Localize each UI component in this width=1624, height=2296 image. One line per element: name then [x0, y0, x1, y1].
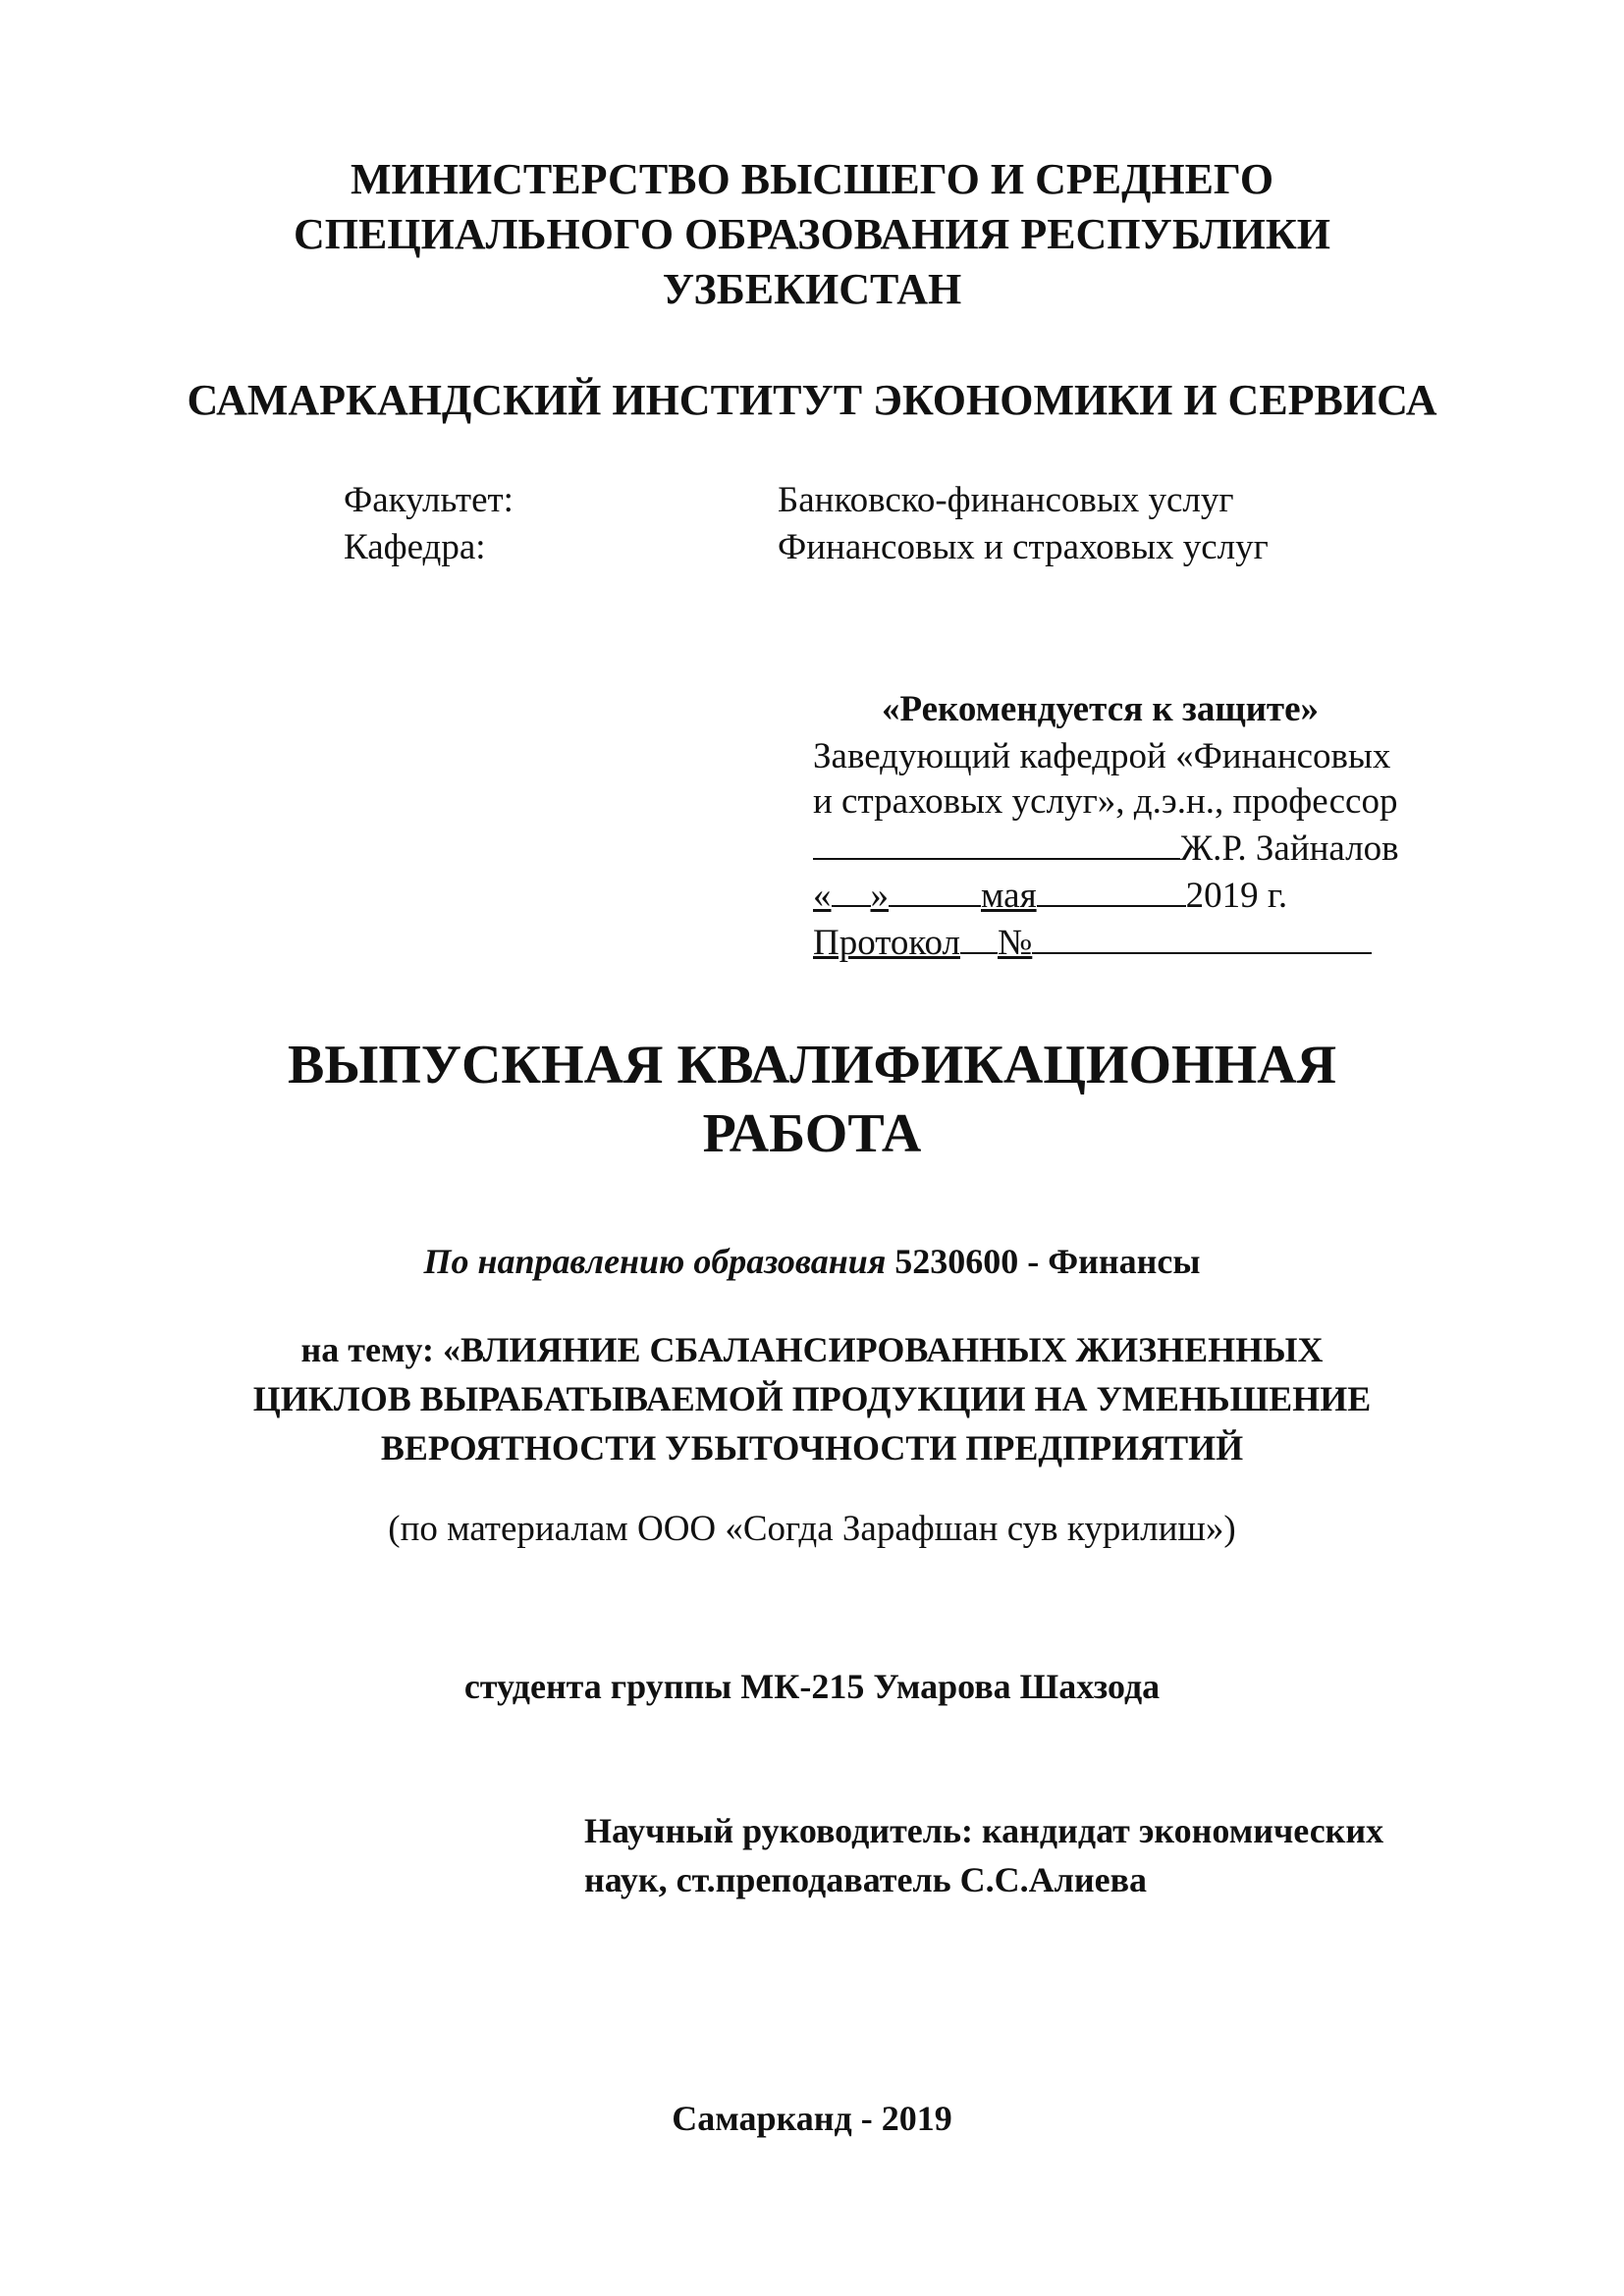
- protocol-gap: [960, 919, 998, 954]
- study-direction: [0, 1239, 1624, 1284]
- month-blank-right: [1037, 872, 1186, 907]
- ministry-line-3: УЗБЕКИСТАН: [662, 265, 962, 313]
- ministry-line-2: СПЕЦИАЛЬНОГО ОБРАЗОВАНИЯ РЕСПУБЛИКИ: [294, 210, 1330, 258]
- approval-line-2: и страховых услуг», д.э.н., профессор: [813, 781, 1398, 822]
- approval-block: [813, 687, 1422, 966]
- date-line: [813, 872, 1422, 919]
- topic-line-1: на тему: «ВЛИЯНИЕ СБАЛАНСИРОВАННЫХ ЖИЗНЕННЫХ: [300, 1330, 1324, 1369]
- protocol-label: Протокол: [813, 923, 960, 963]
- ministry-heading: [0, 152, 1624, 317]
- date-month: мая: [981, 876, 1037, 916]
- approval-line-1: Заведующий кафедрой «Финансовых: [813, 736, 1391, 776]
- topic-line-3: ВЕРОЯТНОСТИ УБЫТОЧНОСТИ ПРЕДПРИЯТИЙ: [380, 1428, 1244, 1468]
- department-label: Кафедра:: [344, 527, 486, 567]
- signature-blank: [813, 825, 1180, 860]
- ministry-line-1: МИНИСТЕРСТВО ВЫСШЕГО И СРЕДНЕГО: [350, 155, 1274, 203]
- day-blank: [832, 872, 871, 907]
- approval-heading: «Рекомендуется к защите»: [882, 689, 1320, 729]
- protocol-blank: [1032, 919, 1372, 954]
- thesis-topic: [0, 1325, 1624, 1472]
- direction-value: 5230600 - Финансы: [894, 1242, 1201, 1281]
- month-blank-left: [889, 872, 981, 907]
- topic-materials-note: (по материалам ООО «Согда Зарафшан сув курилиш»): [388, 1509, 1236, 1549]
- document-title: [0, 1031, 1624, 1168]
- faculty-label: Факультет:: [344, 480, 514, 520]
- supervisor-line-1: Научный руководитель: кандидат экономических: [584, 1811, 1384, 1850]
- protocol-line: [813, 919, 1422, 966]
- supervisor-line-2: наук, ст.преподаватель С.С.Алиева: [584, 1860, 1148, 1899]
- institute-heading: САМАРКАНДСКИЙ ИНСТИТУТ ЭКОНОМИКИ И СЕРВИСА: [187, 376, 1437, 424]
- direction-label: По направлению образования: [423, 1242, 887, 1281]
- protocol-number-sign: №: [998, 923, 1033, 963]
- title-line-1: ВЫПУСКНАЯ КВАЛИФИКАЦИОННАЯ: [287, 1035, 1337, 1095]
- department-value: Финансовых и страховых услуг: [778, 527, 1269, 567]
- date-open-quote: «: [813, 876, 832, 916]
- date-close-quote: »: [870, 876, 889, 916]
- faculty-value: Банковско-финансовых услуг: [778, 480, 1234, 520]
- signer-name: Ж.Р. Зайналов: [1180, 828, 1399, 869]
- signature-line: [813, 825, 1422, 872]
- supervisor-block: [584, 1806, 1527, 1904]
- city-year: Самарканд - 2019: [672, 2099, 952, 2138]
- topic-line-2: ЦИКЛОВ ВЫРАБАТЫВАЕМОЙ ПРОДУКЦИИ НА УМЕНЬШЕНИЕ: [252, 1379, 1372, 1418]
- date-year: 2019 г.: [1185, 876, 1288, 916]
- student-line: студента группы МК-215 Умарова Шахзода: [463, 1667, 1161, 1706]
- title-line-2: РАБОТА: [702, 1103, 922, 1164]
